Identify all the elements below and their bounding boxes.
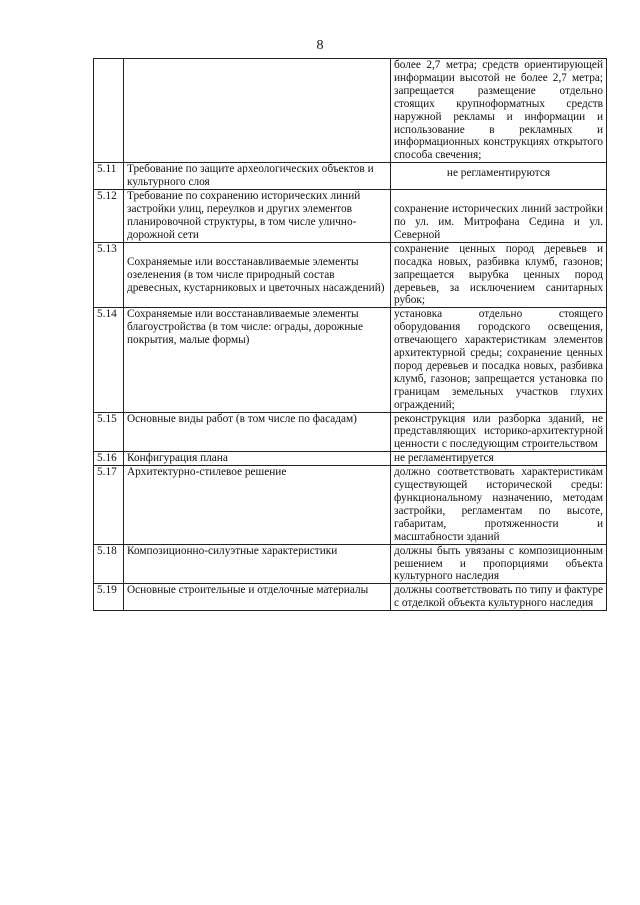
value-cell: сохранение ценных пород деревьев и посадка новых, разбивка клумб, газонов; запрещается вырубка ценных пород деревьев, за исключением санитарных рубок; (391, 242, 607, 308)
table-row (94, 59, 607, 163)
page-number: 8 (316, 38, 324, 53)
row-number: 5.17 (94, 466, 124, 544)
table-row (94, 412, 607, 452)
regulations-table (93, 58, 607, 611)
value-cell: должно соответствовать характеристикам существующей исторической среды: функциональному назначению, методам застройки, регламентам по высоте, габаритам, протяженности и масштабности зданий (391, 466, 607, 544)
table-row (94, 308, 607, 412)
table-row (94, 466, 607, 544)
table-row (94, 242, 607, 308)
value-cell: должны соответствовать по типу и фактуре с отделкой объекта культурного наследия (391, 584, 607, 611)
value-cell: должны быть увязаны с композиционным решением и пропорциями объекта культурного наследия (391, 544, 607, 584)
table-row (94, 544, 607, 584)
requirement-cell: Архитектурно-стилевое решение (124, 466, 391, 544)
requirement-cell: Основные строительные и отделочные материалы (124, 584, 391, 611)
requirement-cell (124, 59, 391, 163)
value-cell: не регламентируются (391, 163, 607, 190)
requirement-cell: Основные виды работ (в том числе по фасадам) (124, 412, 391, 452)
row-number: 5.11 (94, 163, 124, 190)
table-row (94, 452, 607, 466)
requirement-cell: Сохраняемые или восстанавливаемые элементы благоустройства (в том числе: ограды, дорожные покрытия, малые формы) (124, 308, 391, 412)
row-number: 5.12 (94, 190, 124, 243)
value-cell: не регламентируется (391, 452, 607, 466)
requirement-cell: Требование по сохранению исторических линий застройки улиц, переулков и других элементов планировочной структуры, в том числе улично-дорожной сети (124, 190, 391, 243)
row-number: 5.16 (94, 452, 124, 466)
row-number: 5.14 (94, 308, 124, 412)
row-number: 5.13 (94, 242, 124, 308)
row-number: 5.18 (94, 544, 124, 584)
value-cell: более 2,7 метра; средств ориентирующей информации высотой не более 2,7 метра; запрещается размещение отдельно стоящих крупноформатных средств наружной рекламы и информации и использование в рекламных и информационных конструкциях открытого способа свечения; (391, 59, 607, 163)
value-cell: установка отдельно стоящего оборудования городского освещения, отвечающего характеристикам элементов архитектурной среды; сохранение ценных пород деревьев и посадка новых, разбивка клумб, газонов; запрещается установка по границам земельных участков глухих ограждений; (391, 308, 607, 412)
requirement-cell: Конфигурация плана (124, 452, 391, 466)
requirement-cell: Требование по защите археологических объектов и культурного слоя (124, 163, 391, 190)
value-cell: сохранение исторических линий застройки по ул. им. Митрофана Седина и ул. Северной (391, 190, 607, 243)
table-row (94, 190, 607, 243)
table-row (94, 163, 607, 190)
requirement-cell: Сохраняемые или восстанавливаемые элементы озеленения (в том числе природный состав древесных, кустарниковых и цветочных насаждений) (124, 242, 391, 308)
row-number: 5.15 (94, 412, 124, 452)
value-cell: реконструкция или разборка зданий, не представляющих историко-архитектурной ценности с последующим строительством (391, 412, 607, 452)
requirement-cell: Композиционно-силуэтные характеристики (124, 544, 391, 584)
row-number (94, 59, 124, 163)
table-row (94, 584, 607, 611)
row-number: 5.19 (94, 584, 124, 611)
